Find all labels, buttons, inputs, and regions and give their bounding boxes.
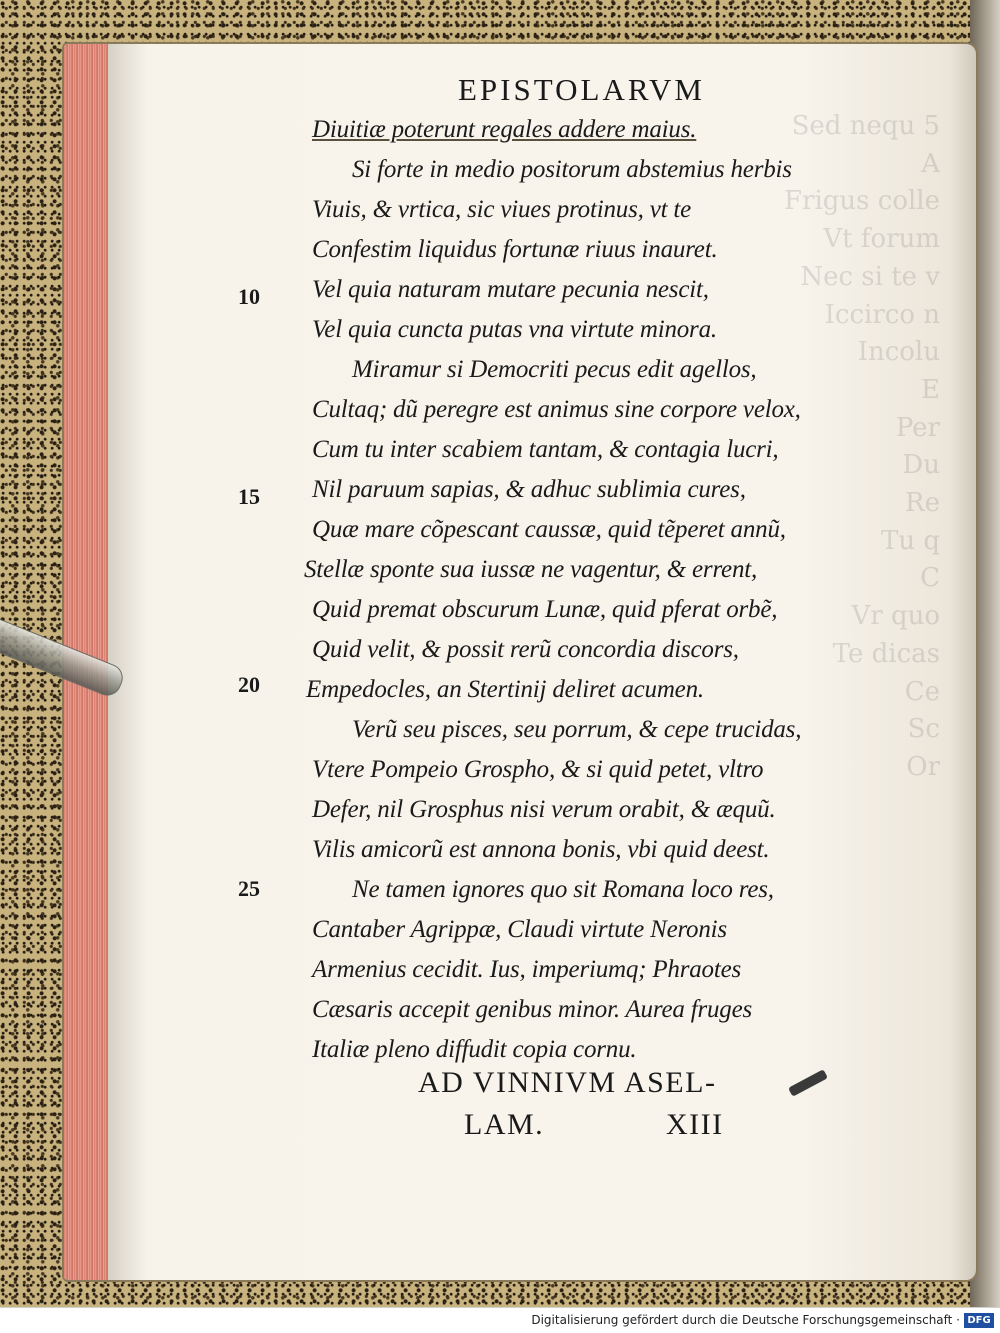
- text-line: Armenius cecidit. Ius, imperiumq; Phraotes: [312, 956, 742, 983]
- text-line: Viuis, & vrtica, sic viues protinus, vt te: [312, 196, 692, 223]
- line-number: 25: [238, 876, 260, 901]
- text-line: Nil paruum sapias, & adhuc sublimia cures,: [312, 476, 746, 503]
- section-number: XIII: [666, 1108, 724, 1141]
- text-line: Vtere Pompeio Grospho, & si quid petet, vltro: [312, 756, 764, 783]
- text-line: Cum tu inter scabiem tantam, & contagia lucri,: [312, 436, 779, 463]
- text-line: Cultaq; dũ peregre est animus sine corpore velox,: [312, 396, 801, 423]
- line-number: 20: [238, 672, 260, 697]
- section-heading: AD VINNIVM ASEL-: [418, 1066, 717, 1099]
- text-line: Cantaber Agrippæ, Claudi virtute Neronis: [312, 916, 727, 943]
- text-line: Si forte in medio positorum abstemius herbis: [352, 156, 792, 183]
- text-line: Quid velit, & possit rerũ concordia discors,: [312, 636, 739, 663]
- text-line: Confestim liquidus fortunæ riuus inauret.: [312, 236, 718, 263]
- line-number: 15: [238, 484, 260, 509]
- footer-bar: [0, 1307, 1000, 1333]
- text-line: Defer, nil Grosphus nisi verum orabit, & æquũ.: [312, 796, 776, 823]
- line-number: 10: [238, 284, 260, 309]
- text-line: Vel quia cuncta putas vna virtute minora.: [312, 316, 717, 343]
- text-line: Verũ seu pisces, seu porrum, & cepe trucidas,: [352, 716, 802, 743]
- text-line: Miramur si Democriti pecus edit agellos,: [352, 356, 757, 383]
- text-line: Diuitiæ poterunt regales addere maius.: [312, 116, 697, 143]
- text-line: Italiæ pleno diffudit copia cornu.: [312, 1036, 637, 1063]
- text-line: Vel quia naturam mutare pecunia nescit,: [312, 276, 709, 303]
- text-line: Empedocles, an Stertinij deliret acumen.: [306, 676, 704, 703]
- text-line: Stellæ sponte sua iussæ ne vagentur, & errent,: [304, 556, 758, 583]
- gutter-shadow: [108, 44, 148, 1280]
- footer-credit: Digitalisierung gefördert durch die Deutsche Forschungsgemeinschaft ·: [531, 1313, 960, 1327]
- text-line: Quæ mare cõpescant caussæ, quid tẽperet annũ,: [312, 516, 786, 543]
- section-heading-continued: LAM.: [464, 1108, 545, 1141]
- text-line: Ne tamen ignores quo sit Romana loco res,: [352, 876, 774, 903]
- show-through-text: Sed nequ 5 A Frigus colle Vt forum Nec si te v Iccirco n Incolu E Per Du Re Tu q C Vr quo Te dicas Ce Sc Or: [783, 111, 940, 782]
- text-line: Cæsaris accepit genibus minor. Aurea fruges: [312, 996, 753, 1023]
- text-line: Quid premat obscurum Lunæ, quid pferat orbẽ,: [312, 596, 778, 623]
- text-line: Vilis amicorũ est annona bonis, vbi quid deest.: [312, 836, 770, 863]
- dfg-logo-icon: DFG: [964, 1313, 994, 1328]
- running-head: EPISTOLARVM: [458, 72, 705, 107]
